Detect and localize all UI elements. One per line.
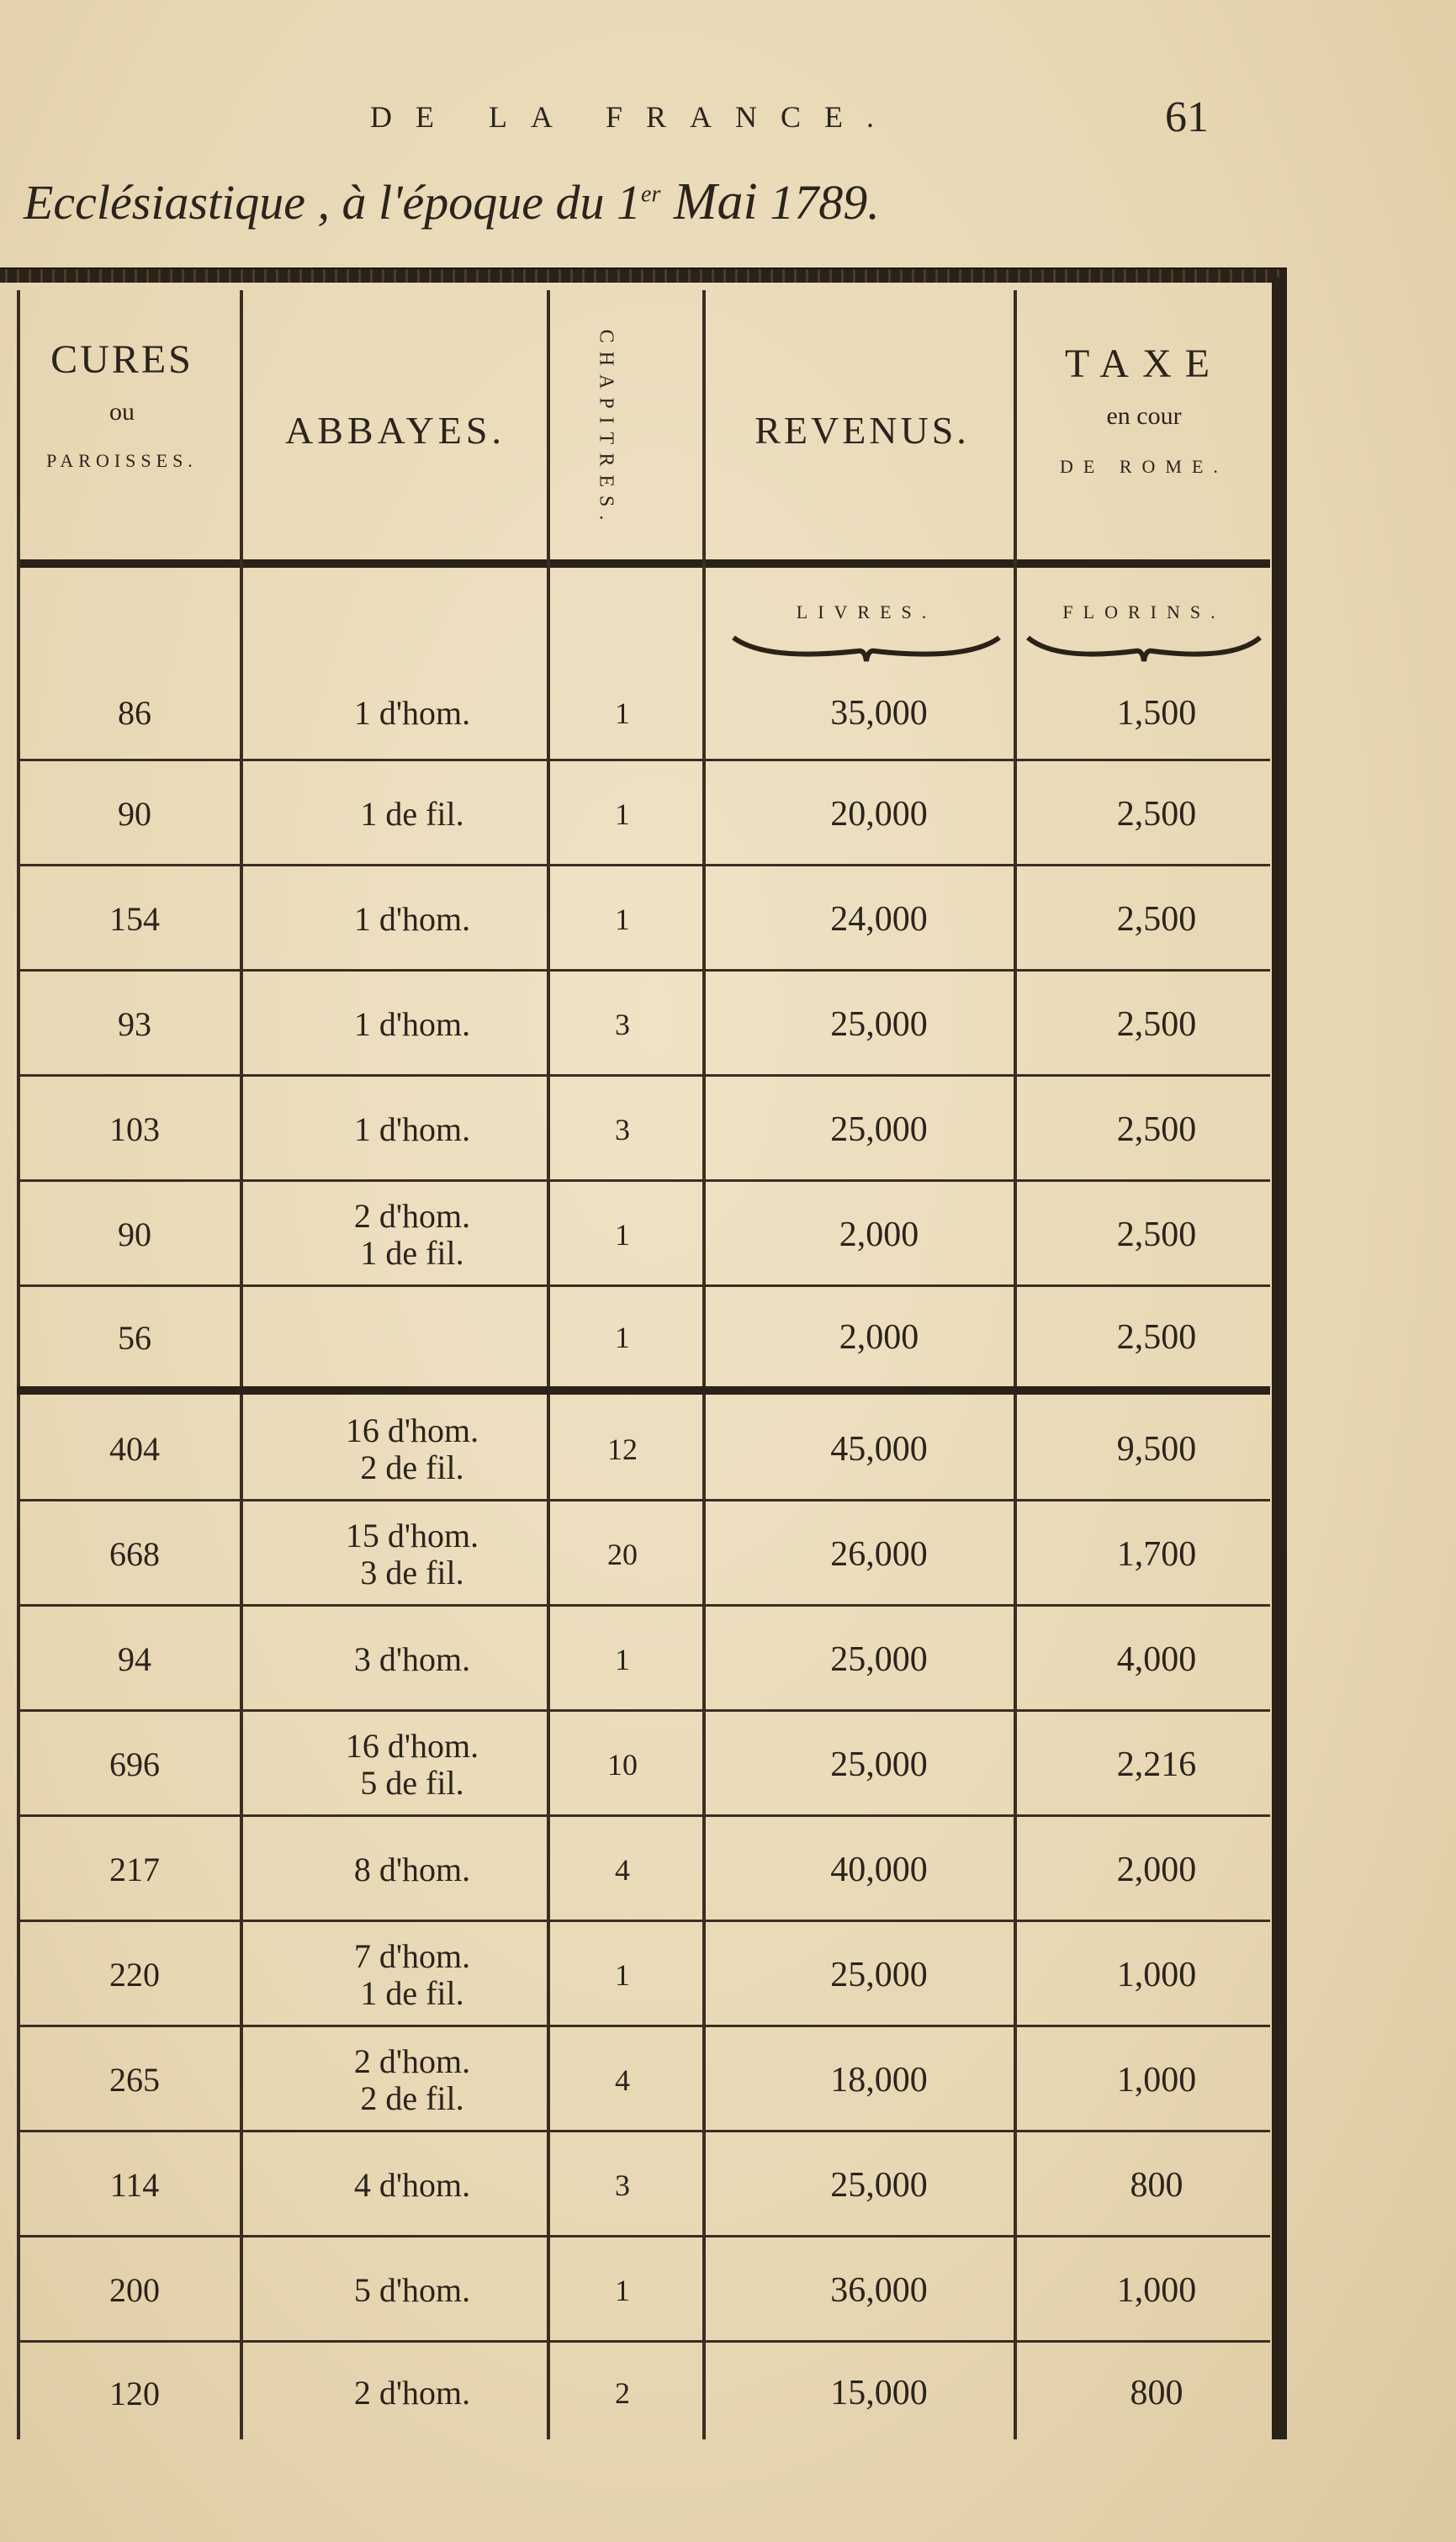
cell-taxe: 2,500 — [1116, 1215, 1197, 1254]
cell-abbayes — [261, 1817, 564, 1922]
abbayes-line: 5 d'hom. — [353, 2270, 471, 2309]
cell-revenus: 15,000 — [830, 2374, 928, 2412]
cell-taxe: 2,500 — [1116, 1004, 1197, 1044]
cell-abbayes — [261, 1712, 564, 1817]
cell-chapitres: 10 — [607, 1747, 638, 1782]
cell-abbayes — [261, 2132, 564, 2237]
cell-taxe: 800 — [1130, 2165, 1183, 2205]
cell-chapitres: 1 — [615, 797, 630, 831]
unit-livres: LIVRES. — [796, 601, 937, 622]
table-row — [17, 866, 1270, 972]
table-row — [17, 2132, 1270, 2237]
cell-taxe: 9,500 — [1116, 1429, 1197, 1469]
cell-cures: 217 — [109, 1851, 160, 1888]
cell-taxe: 2,500 — [1116, 899, 1197, 939]
abbayes-line: 7 d'hom. — [353, 1936, 471, 1975]
cell-cures: 404 — [109, 1430, 160, 1468]
cell-revenus: 25,000 — [830, 1004, 928, 1044]
subtitle-text: Ecclésiastique , à l'époque du 1 — [24, 175, 642, 230]
table-row — [17, 1501, 1270, 1607]
header-rule — [17, 559, 1270, 568]
table-row — [17, 972, 1270, 1077]
cell-abbayes — [261, 972, 564, 1077]
cell-chapitres: 4 — [615, 1852, 630, 1887]
abbayes-line: 2 de fil. — [360, 1448, 464, 1486]
cell-revenus: 35,000 — [830, 693, 928, 733]
cell-cures: 668 — [109, 1535, 160, 1573]
header-cures-ou: ou — [109, 398, 135, 426]
cell-revenus: 25,000 — [830, 1639, 928, 1679]
cell-taxe: 1,700 — [1116, 1534, 1197, 1574]
cell-cures: 200 — [109, 2271, 160, 2309]
table-row — [17, 2237, 1270, 2343]
cell-taxe: 2,500 — [1116, 1318, 1197, 1357]
cell-abbayes — [261, 1077, 564, 1182]
cell-chapitres: 2 — [615, 2376, 630, 2410]
table-row — [17, 2343, 1270, 2444]
cell-revenus: 25,000 — [830, 1955, 928, 1994]
cell-chapitres: 1 — [615, 1321, 630, 1354]
cell-taxe: 4,000 — [1116, 1639, 1197, 1679]
table-row — [17, 1287, 1270, 1388]
cell-abbayes — [261, 2027, 564, 2132]
table-row — [17, 761, 1270, 866]
cell-abbayes — [261, 2343, 564, 2444]
cell-cures: 103 — [109, 1110, 160, 1148]
cell-taxe: 2,216 — [1116, 1745, 1197, 1784]
brace-florins-icon — [1026, 633, 1262, 663]
cell-cures: 696 — [109, 1745, 160, 1783]
cell-cures: 265 — [109, 2061, 160, 2099]
abbayes-line: 2 d'hom. — [353, 2042, 471, 2080]
cell-revenus: 40,000 — [830, 1850, 928, 1889]
table-row — [17, 1182, 1270, 1287]
cell-chapitres: 3 — [615, 1007, 630, 1041]
abbayes-line: 4 d'hom. — [353, 2165, 471, 2204]
cell-cures: 220 — [109, 1956, 160, 1994]
cell-cures: 90 — [118, 795, 151, 833]
abbayes-line: 2 d'hom. — [353, 1196, 471, 1235]
header-revenus: REVENUS. — [754, 409, 970, 452]
cell-cures: 120 — [109, 2374, 160, 2412]
page-number: 61 — [1165, 93, 1209, 141]
cell-revenus: 18,000 — [830, 2060, 928, 2100]
cell-abbayes — [261, 1396, 564, 1501]
subtitle-month: Mai — [660, 173, 758, 230]
abbayes-line: 2 de fil. — [360, 2079, 464, 2117]
subtitle-year: 1789. — [757, 175, 880, 230]
cell-chapitres: 1 — [615, 1642, 630, 1676]
cell-abbayes — [261, 1922, 564, 2027]
header-cures — [8, 336, 236, 472]
cell-chapitres: 1 — [615, 1217, 630, 1252]
abbayes-line: 3 de fil. — [360, 1553, 464, 1591]
cell-chapitres: 1 — [615, 2273, 630, 2307]
table-row — [17, 1077, 1270, 1182]
cell-taxe: 2,500 — [1116, 1109, 1197, 1149]
cell-chapitres: 20 — [607, 1537, 638, 1571]
abbayes-line: 15 d'hom. — [345, 1516, 479, 1554]
table-row — [17, 1607, 1270, 1712]
cell-taxe: 2,500 — [1116, 794, 1197, 834]
cell-cures: 86 — [118, 694, 151, 732]
cell-taxe: 1,500 — [1116, 693, 1197, 733]
cell-revenus: 25,000 — [830, 1745, 928, 1784]
cell-chapitres: 1 — [615, 902, 630, 936]
header-taxe-title: TAXE — [1064, 342, 1224, 386]
cell-cures: 93 — [118, 1005, 151, 1043]
cell-abbayes — [261, 1607, 564, 1712]
cell-chapitres: 1 — [615, 696, 630, 730]
header-cures-paroisses: PAROISSES. — [46, 450, 198, 471]
table-row — [17, 665, 1270, 761]
cell-abbayes — [261, 2237, 564, 2343]
brace-livres-icon — [732, 633, 1001, 663]
abbayes-line: 1 d'hom. — [353, 693, 471, 732]
abbayes-line: 8 d'hom. — [353, 1850, 471, 1888]
abbayes-line: 1 de fil. — [360, 1233, 464, 1272]
cell-taxe: 800 — [1130, 2374, 1183, 2412]
table-top-border — [0, 267, 1287, 283]
cell-cures: 154 — [109, 900, 160, 938]
cell-revenus: 2,000 — [839, 1215, 919, 1254]
abbayes-line: 1 d'hom. — [353, 1109, 471, 1148]
cell-abbayes — [261, 665, 564, 761]
cell-taxe: 2,000 — [1116, 1850, 1197, 1889]
cell-cures: 90 — [118, 1215, 151, 1253]
cell-taxe: 1,000 — [1116, 2060, 1197, 2100]
table-row — [17, 1817, 1270, 1922]
cell-revenus: 45,000 — [830, 1429, 928, 1469]
abbayes-line: 1 de fil. — [360, 794, 464, 833]
cell-chapitres: 4 — [615, 2063, 630, 2097]
header-chapitres — [555, 294, 656, 564]
header-taxe-de-rome: DE ROME. — [1060, 456, 1228, 477]
table-row — [17, 1396, 1270, 1501]
cell-taxe: 1,000 — [1116, 2270, 1197, 2310]
abbayes-line: 1 d'hom. — [353, 899, 471, 938]
unit-florins: FLORINS. — [1062, 601, 1226, 622]
cell-chapitres: 12 — [607, 1432, 638, 1466]
group-separator-rule — [17, 1386, 1270, 1395]
abbayes-line: 3 d'hom. — [353, 1639, 471, 1678]
cell-abbayes — [261, 1287, 564, 1388]
cell-chapitres: 1 — [615, 1957, 630, 1992]
cell-cures: 94 — [118, 1640, 151, 1678]
cell-abbayes — [261, 1182, 564, 1287]
abbayes-line: 2 d'hom. — [353, 2374, 471, 2412]
running-head: DE LA FRANCE. — [370, 100, 898, 134]
header-chapitres-label: CHAPITRES. — [595, 329, 617, 529]
abbayes-line: 5 de fil. — [360, 1763, 464, 1802]
cell-revenus: 36,000 — [830, 2270, 928, 2310]
cell-revenus: 20,000 — [830, 794, 928, 834]
cell-cures: 56 — [118, 1318, 151, 1357]
cell-revenus: 25,000 — [830, 2165, 928, 2205]
abbayes-line: 16 d'hom. — [345, 1726, 479, 1765]
table-row — [17, 2027, 1270, 2132]
cell-chapitres: 3 — [615, 1112, 630, 1147]
header-taxe — [1018, 341, 1270, 478]
cell-revenus: 26,000 — [830, 1534, 928, 1574]
header-taxe-en-cour: en cour — [1106, 402, 1182, 430]
abbayes-line: 1 de fil. — [360, 1973, 464, 2012]
table-row — [17, 1922, 1270, 2027]
cell-chapitres: 3 — [615, 2168, 630, 2202]
cell-abbayes — [261, 1501, 564, 1607]
cell-abbayes — [261, 761, 564, 866]
cell-cures: 114 — [109, 2166, 160, 2204]
abbayes-line: 16 d'hom. — [345, 1411, 479, 1449]
cell-revenus: 2,000 — [839, 1318, 919, 1357]
header-abbayes: ABBAYES. — [285, 409, 506, 452]
abbayes-line: 1 d'hom. — [353, 1004, 471, 1043]
header-cures-title: CURES — [50, 337, 193, 382]
page-subtitle — [24, 172, 880, 232]
subtitle-superscript: er — [641, 181, 661, 208]
cell-revenus: 24,000 — [830, 899, 928, 939]
cell-abbayes — [261, 866, 564, 972]
cell-revenus: 25,000 — [830, 1109, 928, 1149]
table-row — [17, 1712, 1270, 1817]
cell-taxe: 1,000 — [1116, 1955, 1197, 1994]
